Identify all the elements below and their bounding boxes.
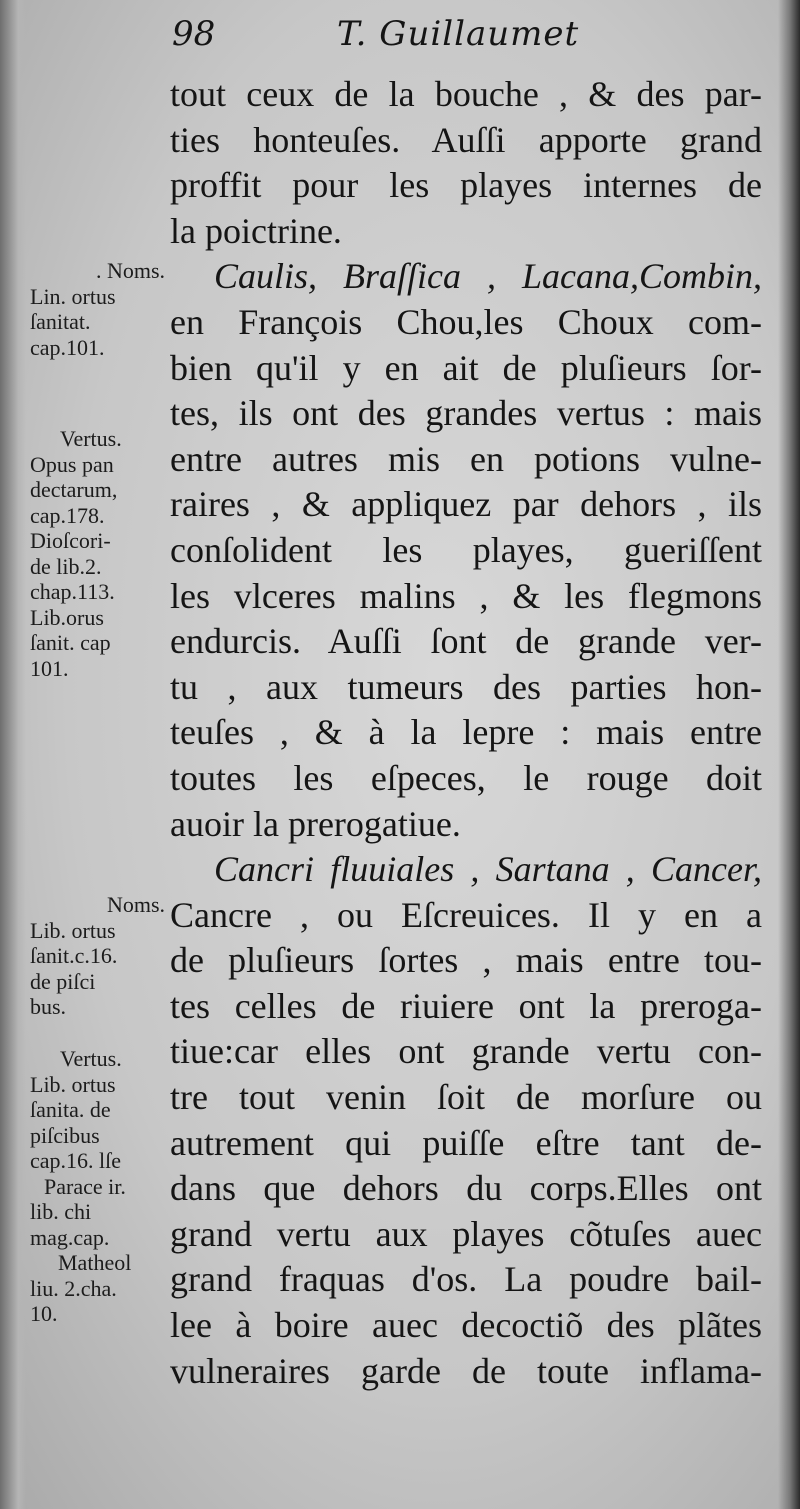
margin-line: de lib.2.: [30, 553, 102, 579]
margin-line: Dioſcori-: [30, 528, 111, 553]
running-head: T. Guillaumet: [337, 14, 580, 54]
margin-note-noms-2: [30, 892, 165, 1020]
text-line: raires , & appliquez par dehors , ils: [170, 484, 762, 525]
text-line: tre tout venin ſoit de morſure ou: [170, 1077, 762, 1118]
margin-line: lib. chi: [30, 1199, 92, 1224]
text-line: conſolident les playes, gueriſſent: [170, 529, 762, 570]
margin-line: Lib. ortus: [30, 917, 116, 943]
text-line: les vlceres malins , & les flegmons: [170, 575, 762, 616]
text-line: bien qu'il y en ait de pluſieurs ſor-: [170, 347, 762, 388]
page-header: [172, 14, 772, 64]
text-line: vulneraires garde de toute inflama-: [170, 1350, 762, 1391]
text-line: endurcis. Auſſi ſont de grande ver-: [170, 621, 762, 662]
margin-line: bus.: [30, 994, 67, 1019]
margin-line: ſanit. cap: [30, 630, 111, 655]
text-line: ties honteuſes. Auſſi apporte grand: [170, 119, 762, 160]
margin-line: ſanitat.: [30, 309, 91, 334]
text-line: lee à boire auec decoctiõ des plãtes: [170, 1305, 762, 1346]
margin-line: Parace ir.: [44, 1173, 126, 1199]
text-line: dans que dehors du corps.Elles ont: [170, 1168, 762, 1209]
text-line: proffit pour les playes internes de: [170, 165, 762, 206]
margin-line: Lin. ortus: [30, 283, 116, 309]
entry-heading-caulis: Caulis, Braſſica , Lacana,Combin,: [214, 256, 762, 297]
text-line: grand vertu aux playes cõtuſes auec: [170, 1213, 762, 1254]
main-text-block: [170, 72, 762, 1394]
text-line: entre autres mis en potions vulne-: [170, 438, 762, 479]
margin-note-vertus-1: [30, 426, 165, 681]
margin-line: Lib.orus: [30, 604, 104, 630]
margin-line: Vertus.: [60, 1046, 122, 1071]
margin-line: Vertus.: [60, 426, 122, 451]
text-line: en François Chou,les Choux com-: [170, 301, 762, 342]
margin-line: ſanit.c.16.: [30, 943, 118, 968]
margin-line: de piſci: [30, 968, 96, 994]
entry-heading-cancri: Cancri fluuiales , Sartana , Cancer,: [214, 849, 762, 890]
text-line: tes, ils ont des grandes vertus : mais: [170, 393, 762, 434]
text-line: auoir la prerogatiue.: [170, 803, 461, 844]
margin-line: mag.cap.: [30, 1224, 110, 1250]
margin-line: Opus pan: [30, 451, 114, 477]
text-line: toutes les eſpeces, le rouge doit: [170, 757, 762, 798]
text-line: tu , aux tumeurs des parties hon-: [170, 666, 762, 707]
margin-line: piſcibus: [30, 1122, 100, 1148]
margin-line: . Noms.: [95, 258, 165, 283]
text-line: tes celles de riuiere ont la preroga-: [170, 985, 762, 1026]
text-line: autrement qui puiſſe eſtre tant de-: [170, 1122, 762, 1163]
text-line: la poictrine.: [170, 210, 342, 251]
text-line: grand fraquas d'os. La poudre bail-: [170, 1259, 762, 1300]
margin-line: Matheol: [58, 1250, 132, 1275]
margin-line: cap.101.: [30, 334, 105, 360]
margin-line: 101.: [30, 655, 69, 681]
margin-line: cap.16. lſe: [30, 1148, 122, 1173]
margin-line: cap.178.: [30, 502, 105, 528]
text-line: de pluſieurs ſortes , mais entre tou-: [170, 940, 762, 981]
margin-line: ſanita. de: [30, 1097, 111, 1122]
text-line: teuſes , & à la lepre : mais entre: [170, 712, 762, 753]
page-left-shadow: [0, 0, 26, 1509]
page-right-edge: [778, 0, 800, 1509]
margin-note-noms-1: [30, 258, 165, 360]
margin-note-vertus-2: [30, 1046, 165, 1327]
margin-line: liu. 2.cha.: [30, 1275, 117, 1301]
page-number: 98: [172, 14, 216, 54]
margin-line: 10.: [30, 1301, 58, 1326]
margin-line: Noms.: [106, 892, 165, 917]
text-line: tiue:car elles ont grande vertu con-: [170, 1031, 762, 1072]
margin-line: Lib. ortus: [30, 1071, 116, 1097]
margin-line: chap.113.: [30, 579, 115, 604]
margin-line: dectarum,: [30, 477, 118, 502]
text-line: tout ceux de la bouche , & des par-: [170, 74, 762, 114]
text-line: Cancre , ou Eſcreuices. Il y en a: [170, 894, 762, 935]
